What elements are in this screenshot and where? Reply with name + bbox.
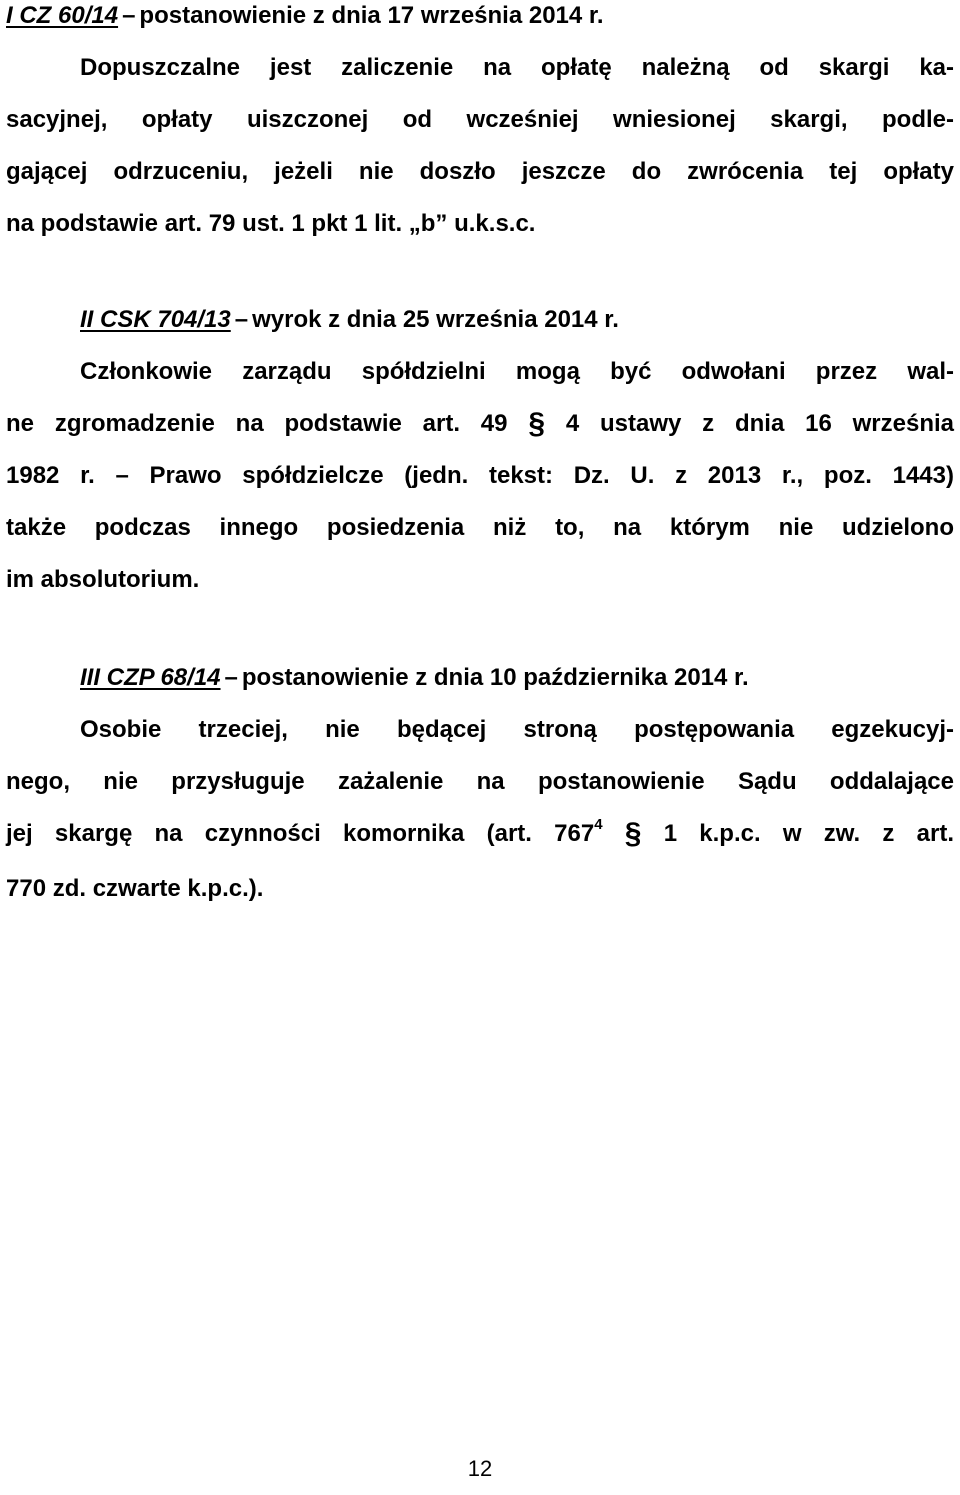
dash: – [122, 2, 136, 29]
thesis-line-part: jej skargę na czynności komornika (art. 767 [6, 820, 595, 847]
decision-type-date: wyrok z dnia 25 września 2014 r. [252, 306, 619, 333]
ruling-reference [6, 294, 954, 346]
thesis-line-part: 1 k.p.c. w zw. z art. [663, 820, 955, 847]
decision-type-date: postanowienie z dnia 17 września 2014 r. [139, 2, 604, 29]
superscript: 4 [594, 816, 603, 833]
ruling-entry [6, 652, 954, 915]
thesis-line: 1982 r. – Prawo spółdzielcze (jedn. tekst: Dz. U. z 2013 r., poz. 1443) [6, 462, 954, 489]
case-signature: I CZ 60/14 [6, 2, 119, 29]
thesis-line-part: 4 ustawy z dnia 16 września [565, 410, 954, 437]
ruling-thesis [6, 704, 954, 915]
ruling-thesis [6, 346, 954, 606]
thesis-line: gającej odrzuceniu, jeżeli nie doszło jeszcze do zwrócenia tej opłaty [6, 158, 954, 185]
ruling-thesis [6, 42, 954, 250]
dash: – [234, 306, 249, 333]
dash: – [224, 664, 238, 691]
thesis-line: Osobie trzeciej, nie będącej stroną postępowania egzekucyj- [80, 716, 954, 743]
thesis-line: Dopuszczalne jest zaliczenie na opłatę należną od skargi ka- [80, 54, 954, 81]
thesis-line: Członkowie zarządu spółdzielni mogą być odwołani przez wal- [80, 358, 954, 385]
case-signature: III CZP 68/14 [80, 664, 221, 691]
decision-type-date: postanowienie z dnia 10 października 2014 r. [241, 664, 749, 691]
ruling-reference [6, 0, 954, 42]
section-symbol: § [624, 817, 642, 850]
section-symbol: § [528, 407, 545, 440]
thesis-line: 770 zd. czwarte k.p.c.). [6, 875, 264, 902]
thesis-line: na podstawie art. 79 ust. 1 pkt 1 lit. „b” u.k.s.c. [6, 210, 536, 237]
thesis-line: im absolutorium. [6, 566, 200, 593]
thesis-line-part: ne zgromadzenie na podstawie art. 49 [6, 410, 508, 437]
ruling-reference [6, 652, 954, 704]
thesis-line: sacyjnej, opłaty uiszczonej od wcześniej wniesionej skargi, podle- [6, 106, 954, 133]
ruling-entry [6, 294, 954, 606]
thesis-line [6, 808, 954, 863]
ruling-entry [6, 0, 954, 250]
thesis-line [6, 398, 954, 450]
case-signature: II CSK 704/13 [80, 306, 231, 333]
thesis-line: także podczas innego posiedzenia niż to, na którym nie udzielono [6, 514, 954, 541]
page-number: 12 [467, 1456, 493, 1481]
thesis-line: nego, nie przysługuje zażalenie na postanowienie Sądu oddalające [6, 768, 954, 795]
